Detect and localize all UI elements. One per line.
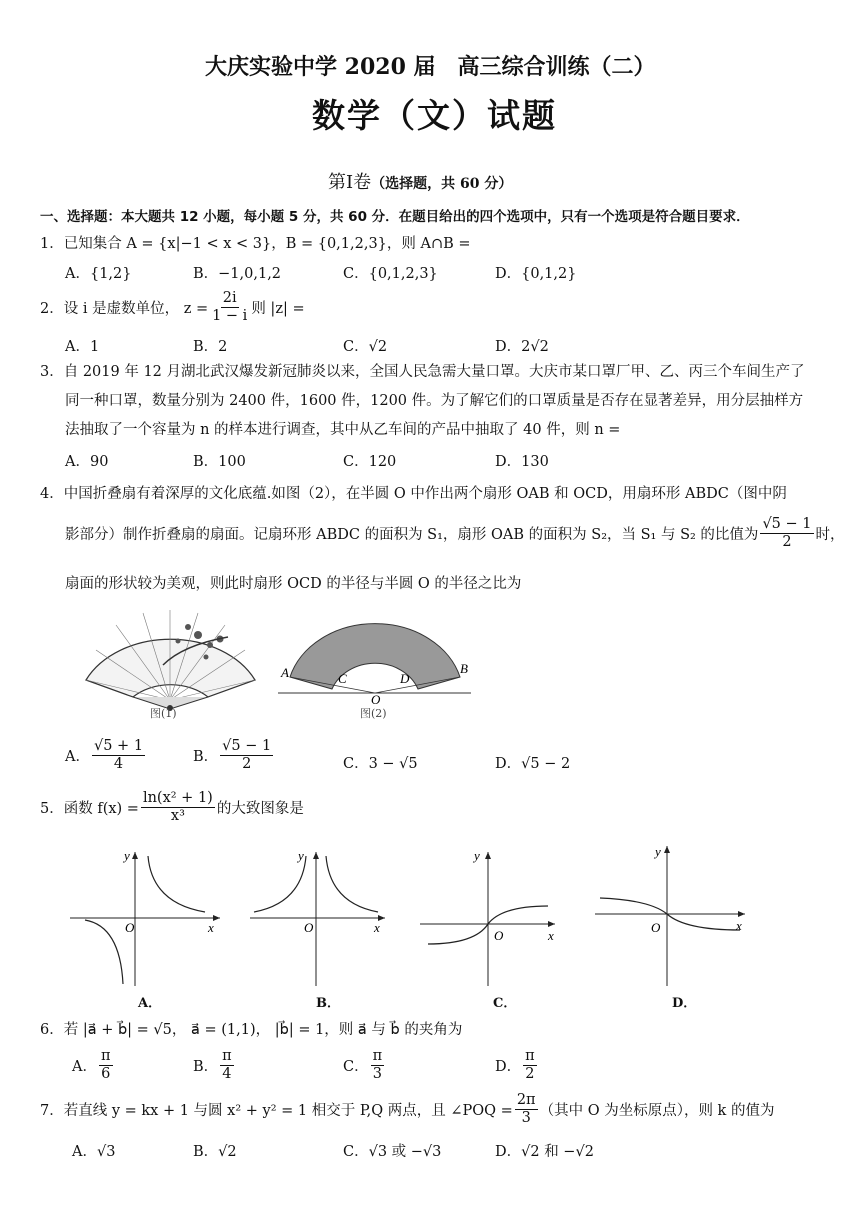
- q6-c-num: π: [372, 1048, 383, 1064]
- q1-option-b: B．−1,0,1,2: [193, 266, 282, 282]
- q5c-axis-x: x: [548, 928, 554, 943]
- q2-stem: [40, 290, 305, 324]
- q3-option-d: D．130: [495, 454, 549, 470]
- q5c-origin: O: [494, 928, 504, 943]
- q2-stem-post: 则 |z| =: [251, 300, 305, 317]
- q4-option-a-label: A．: [65, 748, 90, 765]
- q5-option-c: C．: [493, 996, 517, 1011]
- q6-a-den: 6: [101, 1065, 111, 1082]
- q5-option-a: A．: [138, 996, 162, 1011]
- q5-stem: [40, 790, 304, 824]
- q6-a-num: π: [100, 1048, 111, 1064]
- q7-stem-post: （其中 O 为坐标原点），则 k 的值为: [539, 1102, 775, 1119]
- q3-line2: 同一种口罩，数量分别为 2400 件，1600 件，1200 件。为了解它们的口罩质量是否存在显著差异，用分层抽样方: [65, 393, 804, 409]
- q6-option-b-label: B．: [193, 1058, 219, 1075]
- fig2-label-a: A: [281, 665, 289, 680]
- q2-option-d: D．2√2: [495, 339, 549, 355]
- q7-option-b: B．√2: [193, 1144, 237, 1160]
- q3-option-a: A．90: [65, 454, 109, 470]
- q5-graph-d: [595, 842, 750, 988]
- fig1-caption: 图(1): [150, 707, 177, 720]
- q6-b-num: π: [222, 1048, 232, 1064]
- q7-option-a: A．√3: [72, 1144, 116, 1160]
- q4-option-c: C．3 − √5: [343, 756, 418, 772]
- q5-graph-c: [420, 848, 560, 988]
- q4-line1: 4．中国折叠扇有着深厚的文化底蕴.如图（2），在半圆 O 中作出两个扇形 OAB 和 OCD，用扇环形 ABDC（图中阴: [40, 486, 787, 502]
- q6-option-d-label: D．: [495, 1058, 522, 1075]
- fig2-label-o: O: [371, 692, 381, 705]
- q5-stem-pre: 5．函数 f(x) =: [40, 800, 139, 817]
- q5a-axis-y: y: [124, 848, 130, 863]
- q6-option-b: [193, 1048, 236, 1082]
- q4-option-b-label: B．: [193, 748, 219, 765]
- q3-line3: 法抽取了一个容量为 n 的样本进行调查，其中从乙车间的产品中抽取了 40 件，则 n =: [65, 422, 621, 438]
- q4-line2-pre: 影部分）制作折叠扇的扇面。记扇环形 ABDC 的面积为 S₁，扇形 OAB 的面积为 S₂，当 S₁ 与 S₂ 的比值为: [65, 526, 759, 543]
- q6-b-den: 4: [222, 1065, 232, 1082]
- exam-header-line1: 大庆实验中学 2020 届 高三综合训练（二）: [205, 54, 656, 80]
- q1-option-d: D．{0,1,2}: [495, 266, 577, 282]
- q5-frac-den: x³: [170, 807, 185, 824]
- q6-d-num: π: [525, 1048, 535, 1064]
- q5d-axis-y: y: [655, 844, 661, 859]
- q4-a-den: 4: [113, 755, 124, 772]
- q6-c-den: 3: [372, 1065, 382, 1082]
- q5d-axis-x: x: [736, 918, 742, 933]
- q6-option-a: [72, 1048, 115, 1082]
- q5-stem-post: 的大致图象是: [216, 800, 304, 817]
- q5b-axis-x: x: [374, 920, 380, 935]
- fig2-label-c: C: [338, 671, 347, 686]
- section-note: （选择题，共 60 分）: [371, 176, 513, 192]
- q1-stem: 1．已知集合 A = {x|−1 < x < 3}，B = {0,1,2,3}，则 A∩B =: [40, 236, 471, 252]
- q4-line2-post: 时，: [815, 526, 845, 543]
- q7-frac-den: 3: [521, 1109, 531, 1126]
- q6-stem: 6．若 |a⃗ + b⃗| = √5， a⃗ = (1,1)， |b⃗| = 1，则 a⃗ 与 b⃗ 的夹角为: [40, 1022, 463, 1038]
- q5b-axis-y: y: [298, 848, 304, 863]
- q5a-axis-x: x: [208, 920, 214, 935]
- q4-frac-den: 2: [782, 533, 792, 550]
- fig2-label-b: B: [460, 661, 468, 676]
- q7-stem: [40, 1092, 774, 1126]
- q3-option-c: C．120: [343, 454, 397, 470]
- q2-frac-den: 1 − i: [212, 307, 248, 324]
- fig2-label-d: D: [400, 671, 410, 686]
- q4-fraction: [760, 516, 813, 550]
- q4-option-b: [193, 738, 275, 772]
- q5-graph-b: [250, 848, 390, 988]
- q4-line2: [65, 516, 845, 550]
- q1-option-c: C．{0,1,2,3}: [343, 266, 438, 282]
- q3-option-b: B．100: [193, 454, 246, 470]
- q5b-origin: O: [304, 920, 314, 935]
- q3-line1: 3．自 2019 年 12 月湖北武汉爆发新冠肺炎以来，全国人民急需大量口罩。大庆市某口罩厂甲、乙、丙三个车间生产了: [40, 364, 805, 380]
- q2-option-c: C．√2: [343, 339, 388, 355]
- q2-option-a: A．1: [65, 339, 100, 355]
- q6-option-a-label: A．: [72, 1058, 97, 1075]
- fig2-caption: 图(2): [360, 707, 387, 720]
- q7-option-c: C．√3 或 −√3: [343, 1144, 442, 1160]
- exam-title: 数学（文）试题: [312, 96, 557, 135]
- q4-option-a: [65, 738, 147, 772]
- section-title: [328, 168, 512, 194]
- q5-option-b: B．: [316, 996, 340, 1011]
- q2-frac-num: 2i: [222, 290, 237, 306]
- q5d-origin: O: [651, 920, 661, 935]
- q5-frac-num: ln(x² + 1): [142, 790, 213, 806]
- q5-graph-a: [70, 848, 225, 988]
- q6-option-c: [343, 1048, 386, 1082]
- q5-option-d: D．: [672, 996, 697, 1011]
- section-label: 第Ⅰ卷: [328, 172, 372, 193]
- q7-option-d: D．√2 和 −√2: [495, 1144, 594, 1160]
- q4-line3: 扇面的形状较为美观，则此时扇形 OCD 的半径与半圆 O 的半径之比为: [65, 576, 522, 592]
- q6-option-d: [495, 1048, 539, 1082]
- q2-option-b: B．2: [193, 339, 228, 355]
- q5c-axis-y: y: [474, 848, 480, 863]
- q2-stem-pre: 2．设 i 是虚数单位， z =: [40, 300, 209, 317]
- q6-option-c-label: C．: [343, 1058, 369, 1075]
- fan-figure-1: [78, 605, 263, 720]
- instructions: 一、选择题：本大题共 12 小题，每小题 5 分，共 60 分．在题目给出的四个选项中，只有一个选项是符合题目要求．: [40, 209, 750, 225]
- q4-a-num: √5 + 1: [93, 738, 144, 754]
- q1-option-a: A．{1,2}: [65, 266, 132, 282]
- q7-frac-num: 2π: [516, 1092, 536, 1108]
- q4-frac-num: √5 − 1: [762, 516, 812, 532]
- q4-b-den: 2: [242, 755, 252, 772]
- q4-option-d: D．√5 − 2: [495, 756, 571, 772]
- q5a-origin: O: [125, 920, 135, 935]
- fan-figure-2: [278, 605, 473, 705]
- q2-fraction: [210, 290, 249, 324]
- q7-stem-pre: 7．若直线 y = kx + 1 与圆 x² + y² = 1 相交于 P,Q 两点，且 ∠POQ =: [40, 1102, 513, 1119]
- q4-b-num: √5 − 1: [222, 738, 272, 754]
- q6-d-den: 2: [525, 1065, 535, 1082]
